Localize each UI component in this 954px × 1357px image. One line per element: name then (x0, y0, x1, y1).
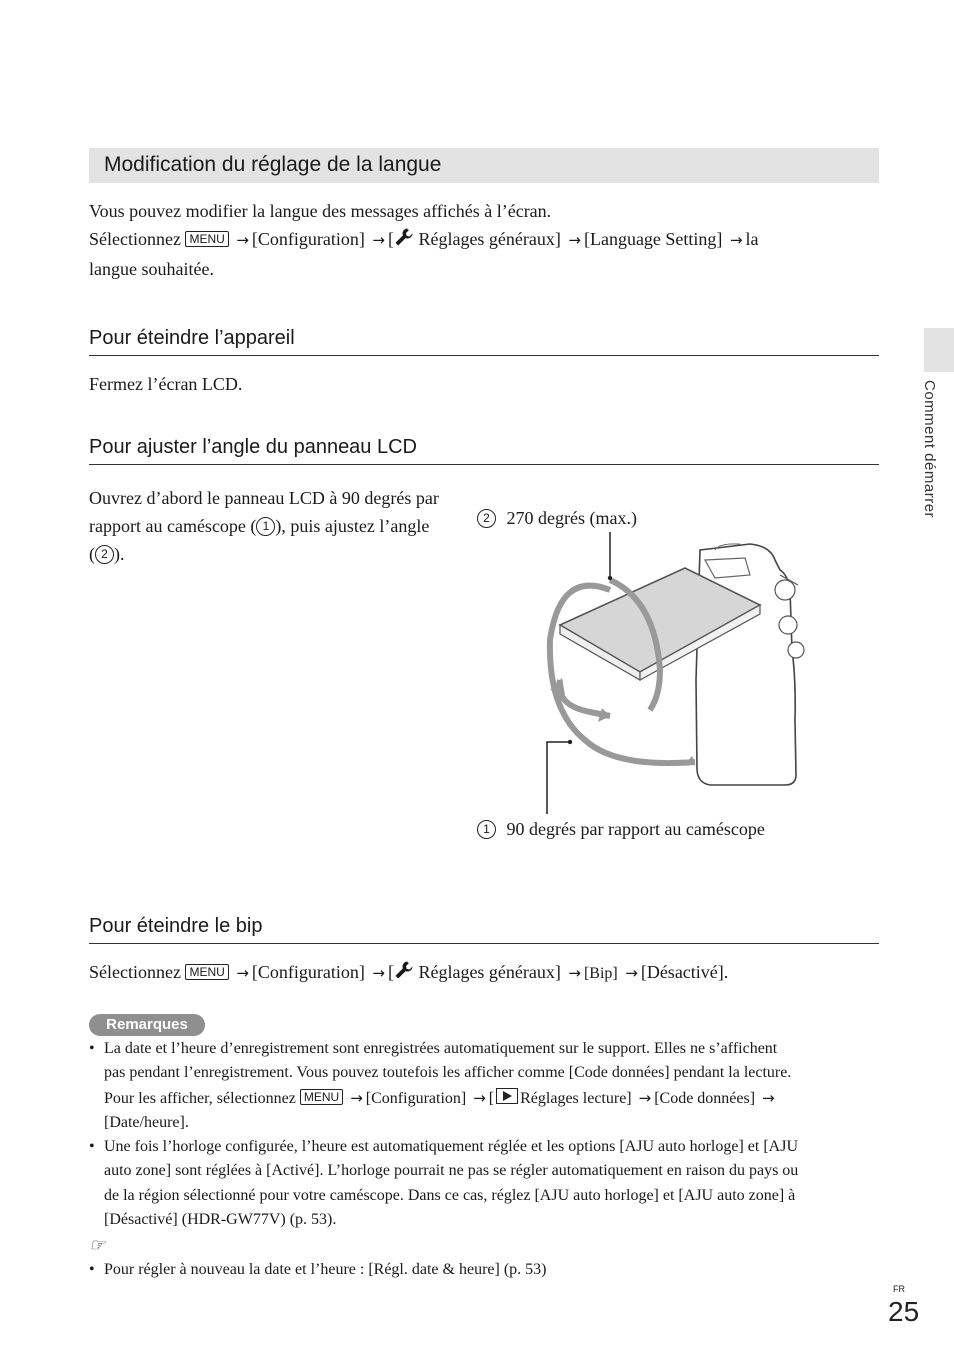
arrow-icon: → (236, 964, 249, 982)
bullet: • (89, 1138, 95, 1156)
circled-number-1: 1 (256, 517, 275, 536)
camcorder-button (775, 580, 795, 600)
arrow-icon: → (473, 1088, 486, 1107)
arrow-icon: → (729, 231, 743, 249)
playback-icon (496, 1088, 518, 1104)
side-tab-label: Comment démarrer (921, 380, 938, 519)
remarques-badge: Remarques (89, 1014, 205, 1036)
circled-number-1: 1 (477, 820, 496, 839)
language-line-2: Sélectionnez MENU → [Configuration] → [ Réglages généraux] → [Language Setting] → la (89, 225, 879, 255)
side-tab-marker (924, 328, 954, 372)
arrow-icon: → (372, 964, 385, 982)
lcd-angle-paragraph: Ouvrez d’abord le panneau LCD à 90 degrés par rapport au caméscope ( 1 ), puis ajustez l’angle ( 2 ). (89, 488, 439, 564)
leader-dot (568, 740, 572, 744)
leader-dot (608, 576, 612, 580)
language-line-3: langue souhaitée. (89, 259, 214, 279)
heading-beep: Pour éteindre le bip (89, 915, 263, 937)
camcorder-button (788, 642, 804, 658)
beep-instruction: Sélectionnez MENU → [Configuration] → [ Réglages généraux] → [Bip] → [Désactivé]. (89, 958, 879, 988)
camcorder-lcd-illustration (470, 530, 830, 820)
wrench-icon (394, 227, 414, 255)
page-number: 25 (888, 1296, 920, 1327)
arrow-icon: → (568, 231, 581, 249)
hint-icon: ☞ (89, 1235, 106, 1256)
arrow-icon: → (236, 231, 249, 249)
power-off-text: Fermez l’écran LCD. (89, 374, 243, 394)
camcorder-button (779, 616, 797, 634)
note-item: • La date et l’heure d’enregistrement sont enregistrées automatiquement sur le support. Elles ne s’affichent pas pendant l’enregistrement. Vous pouvez toutefois les afficher comme [Code données] pendant la lecture. Pour les afficher, sélectionnez MENU → [Configuration] → [ Réglages lecture] → [Code données] → [Date/heure]. (89, 1037, 864, 1135)
wrench-icon (394, 960, 414, 988)
bullet: • (89, 1040, 95, 1057)
arrow-icon: → (350, 1088, 363, 1107)
menu-key-icon: MENU (185, 231, 228, 247)
section-title: Modification du réglage de la langue (104, 153, 442, 176)
menu-key-icon: MENU (185, 964, 228, 980)
label-90-degrees: 1 90 degrés par rapport au caméscope (477, 815, 765, 843)
arrow-icon: → (762, 1088, 775, 1107)
bullet: • (89, 1261, 95, 1279)
arrow-icon: → (568, 964, 581, 982)
divider (89, 464, 879, 465)
arrow-icon: → (625, 964, 638, 982)
label-270-degrees: 2 270 degrés (max.) (477, 504, 637, 532)
heading-power-off: Pour éteindre l’appareil (89, 327, 295, 349)
leader-line-90 (547, 742, 570, 814)
divider (89, 943, 879, 944)
language-paragraph (89, 197, 879, 283)
circled-number-2: 2 (477, 509, 496, 528)
language-line-1: Vous pouvez modifier la langue des messages affichés à l’écran. (89, 201, 552, 221)
note-item: • Une fois l’horloge configurée, l’heure est automatiquement réglée et les options [AJU auto horloge] et [AJU auto zone] sont réglées à [Activé]. L’horloge pourrait ne pas se régler automatiquement en raison du pays ou de la région sélectionné pour votre caméscope. Dans ce cas, réglez [AJU auto horloge] et [AJU auto zone] à [Désactivé] (HDR-GW77V) (p. 53). (89, 1135, 864, 1232)
divider (89, 355, 879, 356)
heading-lcd-angle: Pour ajuster l’angle du panneau LCD (89, 436, 417, 458)
arrow-icon: → (372, 231, 385, 249)
note-item: • Pour régler à nouveau la date et l’heure : [Régl. date & heure] (p. 53) (89, 1258, 864, 1282)
arrow-icon: → (638, 1088, 652, 1107)
notes-list (89, 1037, 864, 1283)
section-header (89, 148, 879, 183)
circled-number-2: 2 (95, 545, 114, 564)
language-code: FR (893, 1284, 905, 1294)
menu-key-icon: MENU (300, 1089, 343, 1105)
